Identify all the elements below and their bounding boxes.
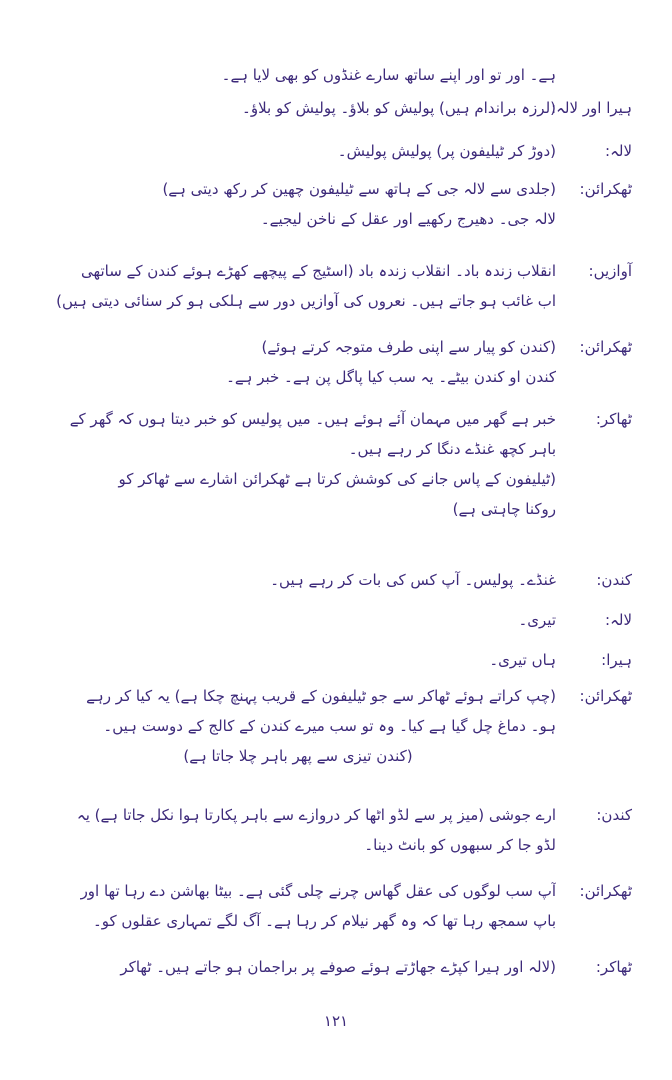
- dialogue-line: ہے۔ اور تو اور اپنے ساتھ سارے غنڈوں کو بھی لایا ہے۔: [221, 66, 556, 84]
- dialogue-line: باہر کچھ غنڈے دنگا کر رہے ہیں۔: [348, 440, 556, 458]
- speaker-label: ہیرا:: [601, 651, 632, 669]
- dialogue-block: [40, 404, 632, 524]
- dialogue-line: آپ سب لوگوں کی عقل گھاس چرنے چلی گئی ہے۔ بیٹا بھاشن دے رہا تھا اور: [80, 882, 556, 900]
- dialogue-line: ہو۔ دماغ چل گیا ہے کیا۔ وہ تو سب میرے کندن کے کالج کے دوست ہیں۔: [103, 717, 556, 735]
- dialogue-line: روکنا چاہتی ہے): [452, 500, 556, 518]
- stage-direction: (کندن تیزی سے پھر باہر چلا جاتا ہے): [183, 747, 413, 765]
- dialogue-line: انقلاب زندہ باد۔ انقلاب زندہ باد (اسٹیج کے پیچھے کھڑے ہوئے کندن کے ساتھی: [81, 262, 556, 280]
- dialogue-line: (کندن کو پیار سے اپنی طرف متوجہ کرتے ہوئے): [261, 338, 556, 356]
- dialogue-block: [40, 952, 632, 982]
- dialogue-line: خبر ہے گھر میں مہمان آئے ہوئے ہیں۔ میں پولیس کو خبر دیتا ہوں کہ گھر کے: [69, 410, 556, 428]
- dialogue-line: (ٹیلیفون کے پاس جانے کی کوشش کرتا ہے ٹھکرائن اشارے سے ٹھاکر کو: [118, 470, 556, 488]
- speaker-label: ہیرا اور لالہ:: [551, 99, 632, 117]
- dialogue-block: [40, 256, 632, 316]
- dialogue-line: تیری۔: [518, 611, 556, 629]
- speaker-label: لالہ:: [605, 611, 632, 629]
- dialogue-line: اب غائب ہو جاتے ہیں۔ نعروں کی آوازیں دور سے ہلکی ہو کر سنائی دیتی ہیں): [56, 292, 556, 310]
- speaker-label: ٹھکرائن:: [579, 882, 632, 900]
- dialogue-line: (چپ کراتے ہوئے ٹھاکر سے جو ٹیلیفون کے قریب پہنچ چکا ہے) یہ کیا کر رہے: [86, 687, 556, 705]
- dialogue-block: [40, 93, 632, 123]
- dialogue-line: (جلدی سے لالہ جی کے ہاتھ سے ٹیلیفون چھین کر رکھ دیتی ہے): [162, 180, 556, 198]
- dialogue-block: [40, 565, 632, 595]
- speaker-label: ٹھکرائن:: [579, 180, 632, 198]
- dialogue-line: باپ سمجھ رہا تھا کہ وہ گھر نیلام کر رہا ہے۔ آگ لگے تمہاری عقلوں کو۔: [92, 912, 556, 930]
- dialogue-line: (لالہ اور ہیرا کپڑے جھاڑتے ہوئے صوفے پر براجمان ہو جاتے ہیں۔ ٹھاکر: [120, 958, 556, 976]
- speaker-label: آوازیں:: [588, 262, 632, 280]
- dialogue-block: [40, 174, 632, 234]
- dialogue-block: [40, 605, 632, 635]
- speaker-label: ٹھکرائن:: [579, 687, 632, 705]
- speaker-label: کندن:: [596, 806, 632, 824]
- speaker-label: ٹھاکر:: [595, 958, 632, 976]
- dialogue-block: [40, 136, 632, 166]
- speaker-label: کندن:: [596, 571, 632, 589]
- dialogue-block: [40, 800, 632, 860]
- dialogue-line: (دوڑ کر ٹیلیفون پر) پولیش پولیش۔: [337, 142, 556, 160]
- page-number: ۱۲۱: [323, 1012, 349, 1030]
- speaker-label: ٹھکرائن:: [579, 338, 632, 356]
- speaker-label: لالہ:: [605, 142, 632, 160]
- dialogue-block: [40, 681, 632, 771]
- dialogue-line: کندن او کندن بیٹے۔ یہ سب کیا پاگل پن ہے۔ خبر ہے۔: [226, 368, 556, 386]
- dialogue-line: لڈو جا کر سبھوں کو بانٹ دینا۔: [364, 836, 556, 854]
- dialogue-line: (لرزہ براندام ہیں) پولیش کو بلاؤ۔ پولیش کو بلاؤ۔: [242, 99, 556, 117]
- dialogue-block: [40, 876, 632, 936]
- dialogue-line: غنڈے۔ پولیس۔ آپ کس کی بات کر رہے ہیں۔: [270, 571, 556, 589]
- dialogue-block: [40, 60, 632, 90]
- speaker-label: ٹھاکر:: [595, 410, 632, 428]
- dialogue-block: [40, 645, 632, 675]
- dialogue-line: ہاں تیری۔: [489, 651, 556, 669]
- dialogue-line: ارے جوشی (میز پر سے لڈو اٹھا کر دروازے سے باہر پکارتا ہوا نکل جاتا ہے) یہ: [76, 806, 556, 824]
- dialogue-line: لالہ جی۔ دھیرج رکھیے اور عقل کے ناخن لیجیے۔: [260, 210, 556, 228]
- dialogue-block: [40, 332, 632, 392]
